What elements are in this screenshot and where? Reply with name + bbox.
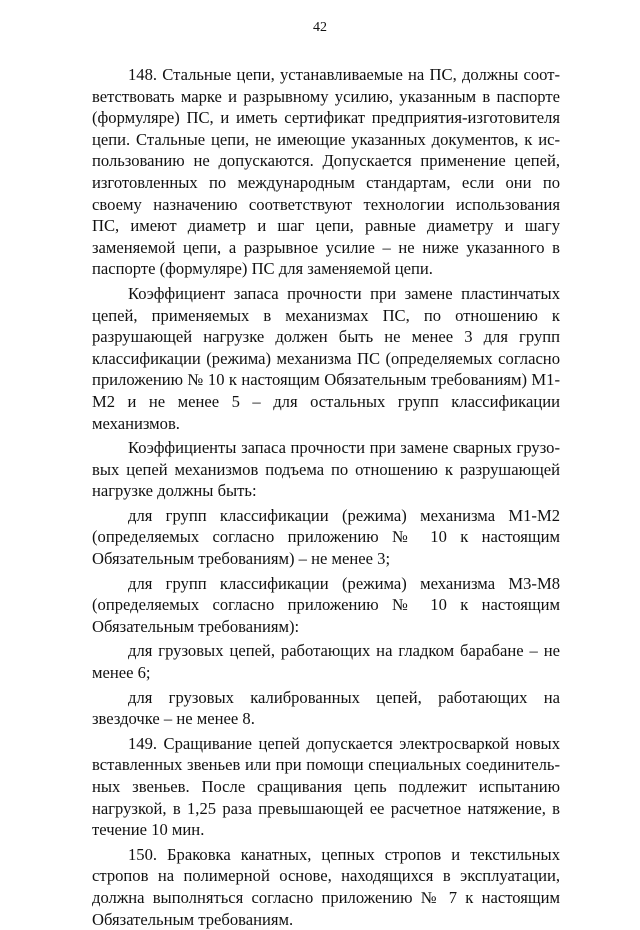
paragraph-smooth-drum-chains: для грузовых цепей, работающих на гладком барабане – не менее 6; <box>92 641 560 683</box>
paragraph-group-m1-m2: для групп классификации (режима) механизма М1-М2 (определяемых согласно приложению № 10 к настоящим Обязательным требованиям) – не менее 3; <box>92 505 560 569</box>
paragraph-149-chain-joining: 149. Сращивание цепей допускается электросваркой новых вставленных звеньев или при помощи специальных соединительных звеньев. После сращивания цепь подлежит испытанию нагрузкой, в 1,25 раза превышающей ее расчетное натяжение, в течение 10 мин. <box>92 733 560 840</box>
paragraph-148-chains: 148. Стальные цепи, устанавливаемые на ПС, должны соответствовать марке и разрывному усилию, указанным в паспорте (формуляре) ПС, и иметь сертификат предприятия-изготовителя цепи. Стальные цепи, не имеющие указанных документов, к использованию не допускаются. Допускается применение цепей, изготовленных по международным стандартам, если они по своему назначению соответствуют технологии использования ПС, имеют диаметр и шаг цепи, равные диаметру и шагу заменяемой цепи, а разрывное усилие – не ниже указанного в паспорте (формуляре) ПС для заменяемой цепи. <box>92 65 560 279</box>
document-body <box>92 64 560 930</box>
paragraph-plate-chain-safety-factor: Коэффициент запаса прочности при замене пластинчатых цепей, применяемых в механизмах ПС, по отношению к разрушающей нагрузке должен быть не менее 3 для групп классификации (режима) механизма ПС (определяемых согласно приложению № 10 к настоящим Обязательным требованиям) М1-М2 и не менее 5 – для остальных групп классификации механизмов. <box>92 283 560 433</box>
page-number: 42 <box>313 20 327 35</box>
paragraph-sprocket-chains: для грузовых калиброванных цепей, работающих на звездочке – не менее 8. <box>92 687 560 729</box>
paragraph-welded-chain-safety-factors: Коэффициенты запаса прочности при замене сварных грузовых цепей механизмов подъема по отношению к разрушающей нагрузке должны быть: <box>92 438 560 501</box>
paragraph-150-sling-rejection: 150. Браковка канатных, цепных стропов и текстильных стропов на полимерной основе, находящихся в эксплуатации, должна выполняться согласно приложению № 7 к настоящим Обязательным требованиям. <box>92 844 560 929</box>
paragraph-group-m3-m8: для групп классификации (режима) механизма М3-М8 (определяемых согласно приложению № 10 к настоящим Обязательным требованиям): <box>92 573 560 636</box>
